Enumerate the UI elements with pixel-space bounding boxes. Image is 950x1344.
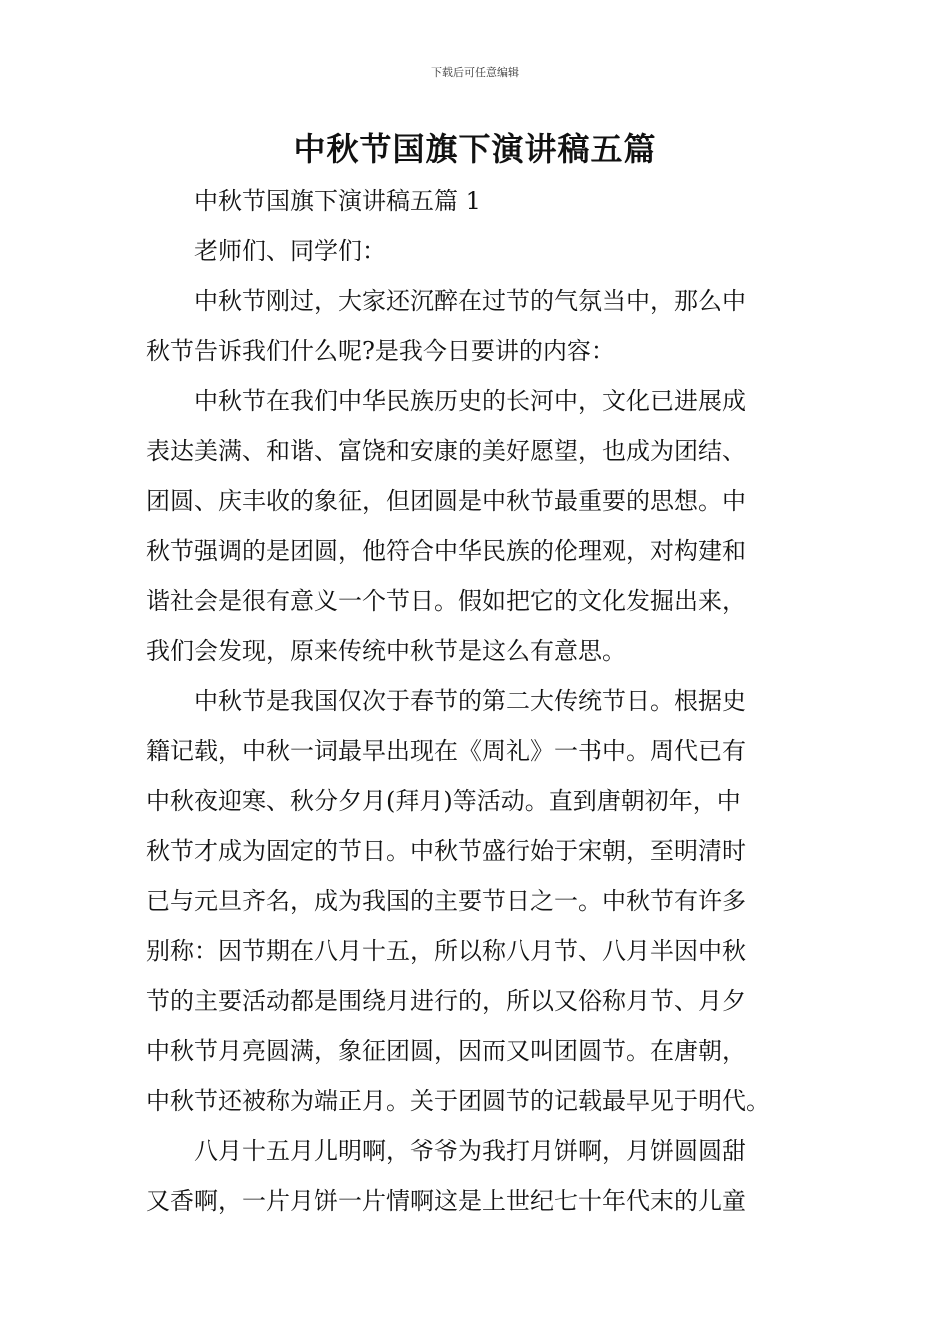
paragraph-line: 中秋节是我国仅次于春节的第二大传统节日。根据史 [194, 687, 746, 715]
paragraph-line: 八月十五月儿明啊，爷爷为我打月饼啊，月饼圆圆甜 [194, 1137, 746, 1165]
paragraph-line: 又香啊，一片月饼一片情啊这是上世纪七十年代末的儿童 [146, 1187, 746, 1215]
paragraph-line: 团圆、庆丰收的象征，但团圆是中秋节最重要的思想。中 [146, 487, 746, 515]
paragraph-line: 中秋夜迎寒、秋分夕月(拜月)等活动。直到唐朝初年，中 [146, 787, 741, 815]
paragraph-line: 籍记载，中秋一词最早出现在《周礼》一书中。周代已有 [146, 737, 746, 765]
body-paragraph [146, 276, 812, 376]
paragraph-line: 谐社会是很有意义一个节日。假如把它的文化发掘出来， [146, 587, 746, 615]
body-paragraph [146, 226, 812, 276]
paragraph-line: 中秋节刚过，大家还沉醉在过节的气氛当中，那么中 [194, 287, 746, 315]
paragraph-line: 老师们、同学们： [194, 237, 386, 265]
paragraph-line: 秋节强调的是团圆，他符合中华民族的伦理观，对构建和 [146, 537, 746, 565]
document-body [146, 176, 812, 1226]
paragraph-line: 节的主要活动都是围绕月进行的，所以又俗称月节、月夕 [146, 987, 746, 1015]
paragraph-line: 别称：因节期在八月十五，所以称八月节、八月半因中秋 [146, 937, 746, 965]
paragraph-line: 表达美满、和谐、富饶和安康的美好愿望，也成为团结、 [146, 437, 746, 465]
body-paragraph [146, 376, 812, 676]
body-paragraph [146, 676, 812, 1126]
document-title: 中秋节国旗下演讲稿五篇 [293, 130, 657, 168]
body-paragraph [146, 1126, 812, 1226]
body-paragraph [146, 176, 812, 226]
paragraph-line: 中秋节在我们中华民族历史的长河中，文化已进展成 [194, 387, 746, 415]
header-note: 下载后可任意编辑 [431, 66, 519, 79]
paragraph-line: 秋节才成为固定的节日。中秋节盛行始于宋朝，至明清时 [146, 837, 746, 865]
paragraph-line: 秋节告诉我们什么呢?是我今日要讲的内容： [146, 337, 615, 365]
paragraph-line: 已与元旦齐名，成为我国的主要节日之一。中秋节有许多 [146, 887, 746, 915]
paragraph-line: 中秋节还被称为端正月。关于团圆节的记载最早见于明代。 [146, 1087, 770, 1115]
paragraph-line: 我们会发现，原来传统中秋节是这么有意思。 [146, 637, 626, 665]
paragraph-line: 中秋节月亮圆满，象征团圆，因而又叫团圆节。在唐朝， [146, 1037, 746, 1065]
paragraph-line: 中秋节国旗下演讲稿五篇 1 [194, 187, 481, 215]
